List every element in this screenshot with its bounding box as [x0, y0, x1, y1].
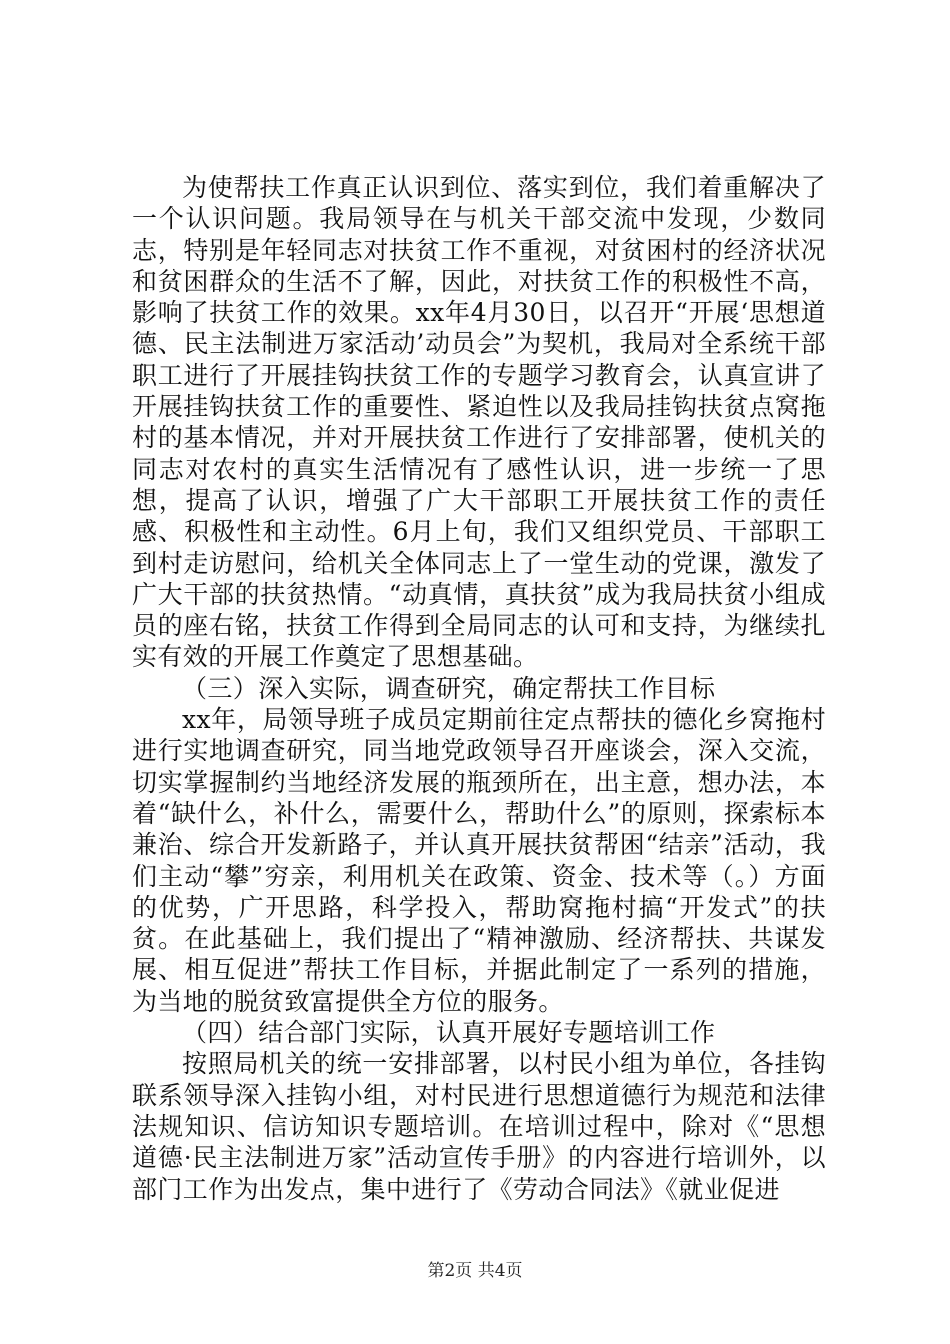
section-heading-3: （三）深入实际，调查研究，确定帮扶工作目标 — [182, 673, 716, 703]
document-body — [132, 172, 826, 1205]
paragraph-research: xx年，局领导班子成员定期前往定点帮扶的德化乡窝拖村进行实地调查研究，同当地党政领导召开座谈会，深入交流，切实掌握制约当地经济发展的瓶颈所在，出主意，想办法，本着“缺什么，补什么，需要什么，帮助什么”的原则，探索标本兼治、综合开发新路子，并认真开展扶贫帮困“结亲”活动，我们主动“攀”穷亲，利用机关在政策、资金、技术等（。）方面的优势，广开思路，科学投入，帮助窝拖村搞“开发式”的扶贫。在此基础上，我们提出了“精神激励、经济帮扶、共谋发展、相互促进”帮扶工作目标，并据此制定了一系列的措施，为当地的脱贫致富提供全方位的服务。 — [132, 705, 826, 1016]
paragraph-training: 按照局机关的统一安排部署，以村民小组为单位，各挂钩联系领导深入挂钩小组，对村民进行思想道德行为规范和法律法规知识、信访知识专题培训。在培训过程中，除对《“思想道德·民主法制进万家”活动宣传手册》的内容进行培训外，以部门工作为出发点，集中进行了《劳动合同法》《就业促进 — [132, 1049, 826, 1204]
page-number-footer: 第2页 共4页 — [427, 1261, 523, 1281]
section-heading-4: （四）结合部门实际，认真开展好专题培训工作 — [182, 1018, 716, 1048]
paragraph-awareness: 为使帮扶工作真正认识到位、落实到位，我们着重解决了一个认识问题。我局领导在与机关干部交流中发现，少数同志，特别是年轻同志对扶贫工作不重视，对贫困村的经济状况和贫困群众的生活不了解，因此，对扶贫工作的积极性不高，影响了扶贫工作的效果。xx年4月30日，以召开“开展‘思想道德、民主法制进万家活动’动员会”为契机，我局对全系统干部职工进行了开展挂钩扶贫工作的专题学习教育会，认真宣讲了开展挂钩扶贫工作的重要性、紧迫性以及我局挂钩扶贫点窝拖村的基本情况，并对开展扶贫工作进行了安排部署，使机关的同志对农村的真实生活情况有了感性认识，进一步统一了思想，提高了认识，增强了广大干部职工开展扶贫工作的责任感、积极性和主动性。6月上旬，我们又组织党员、干部职工到村走访慰问，给机关全体同志上了一堂生动的党课，激发了广大干部的扶贫热情。“动真情，真扶贫”成为我局扶贫小组成员的座右铭，扶贫工作得到全局同志的认可和支持，为继续扎实有效的开展工作奠定了思想基础。 — [132, 173, 826, 672]
